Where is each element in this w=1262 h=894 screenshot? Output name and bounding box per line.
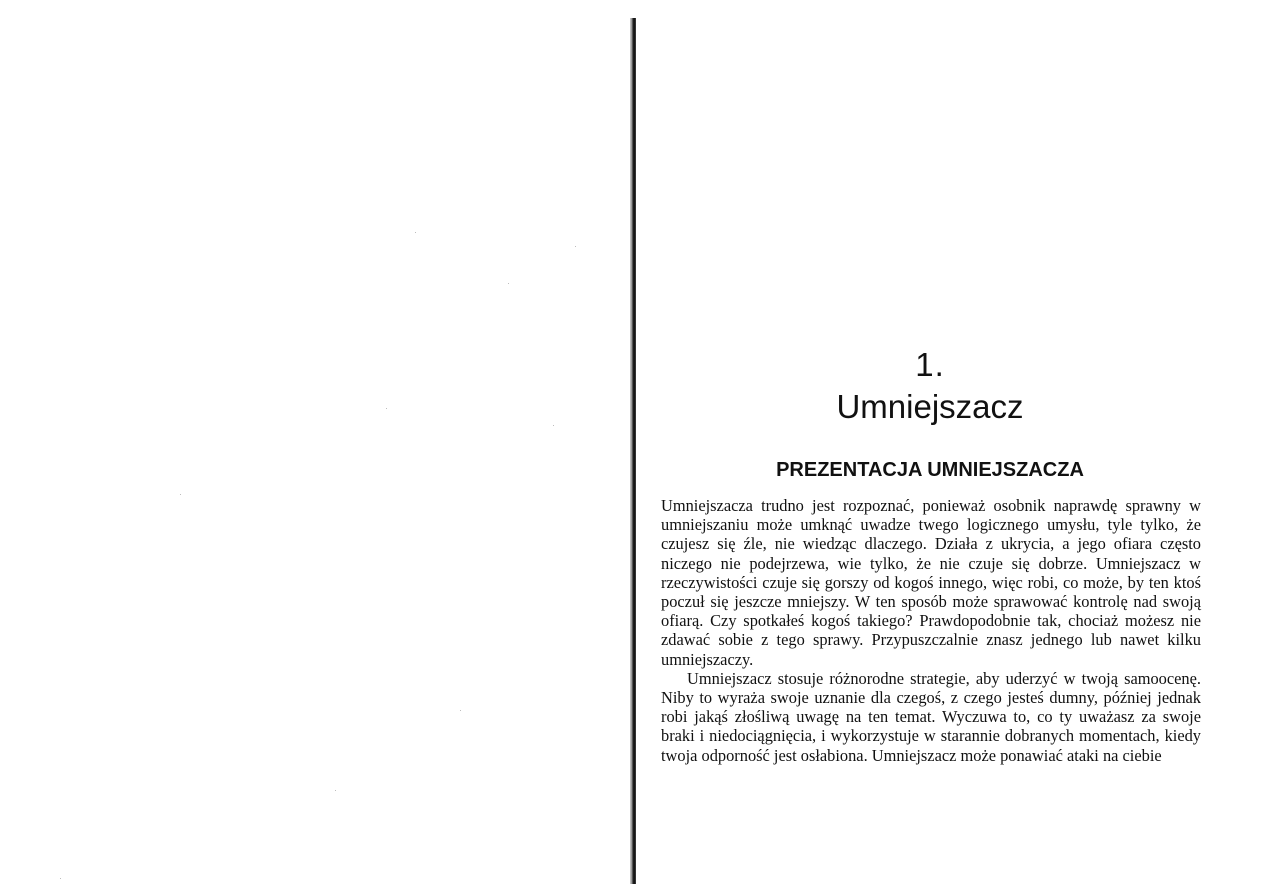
scan-speck — [575, 246, 576, 247]
scan-speck — [60, 878, 61, 879]
paragraph: Umniejszacz stosuje różnorodne strategie, aby uderzyć w twoją samoocenę. Niby to wyraża swoje uznanie dla czegoś, z czego jesteś dumny, później jednak robi jakąś złośliwą uwagę na ten temat. Wyczuwa to, co ty uważasz za swoje braki i niedociągnięcia, i wykorzystuje w starannie dobranych momentach, kiedy twoja odporność jest osłabiona. Umniejszacz może ponawiać ataki na ciebie — [661, 668, 1201, 765]
left-page-blank — [0, 0, 630, 894]
scan-speck — [460, 710, 461, 711]
chapter-number: 1. — [915, 346, 945, 383]
chapter-title: Umniejszacz — [836, 388, 1024, 425]
paragraph: Umniejszacza trudno jest rozpoznać, ponieważ osobnik naprawdę sprawny w umniejszaniu może umknąć uwadze twego logicznego umysłu, tyle tylko, że czujesz się źle, nie wiedząc dlaczego. Działa z ukrycia, a jego ofiara często niczego nie podejrzewa, wie tylko, że nie czuje się dobrze. Umniejszacz w rzeczywistości czuje się gorszy od kogoś innego, więc robi, co może, by ten ktoś poczuł się jeszcze mniejszy. W ten sposób może sprawować kontrolę nad swoją ofiarą. Czy spotkałeś kogoś takiego? Prawdopodobnie tak, chociaż możesz nie zdawać sobie z tego sprawy. Przypuszczalnie znasz jednego lub nawet kilku umniejszaczy. — [661, 496, 1201, 669]
scan-speck — [415, 232, 416, 233]
scan-speck — [335, 790, 336, 791]
body-text — [661, 496, 1201, 765]
section-heading: PREZENTACJA UMNIEJSZACZA — [776, 459, 1084, 481]
scan-speck — [180, 494, 181, 495]
scan-speck — [508, 283, 509, 284]
scan-speck — [553, 425, 554, 426]
right-page — [640, 0, 1262, 894]
scan-speck — [386, 408, 387, 409]
book-spine — [630, 18, 636, 884]
